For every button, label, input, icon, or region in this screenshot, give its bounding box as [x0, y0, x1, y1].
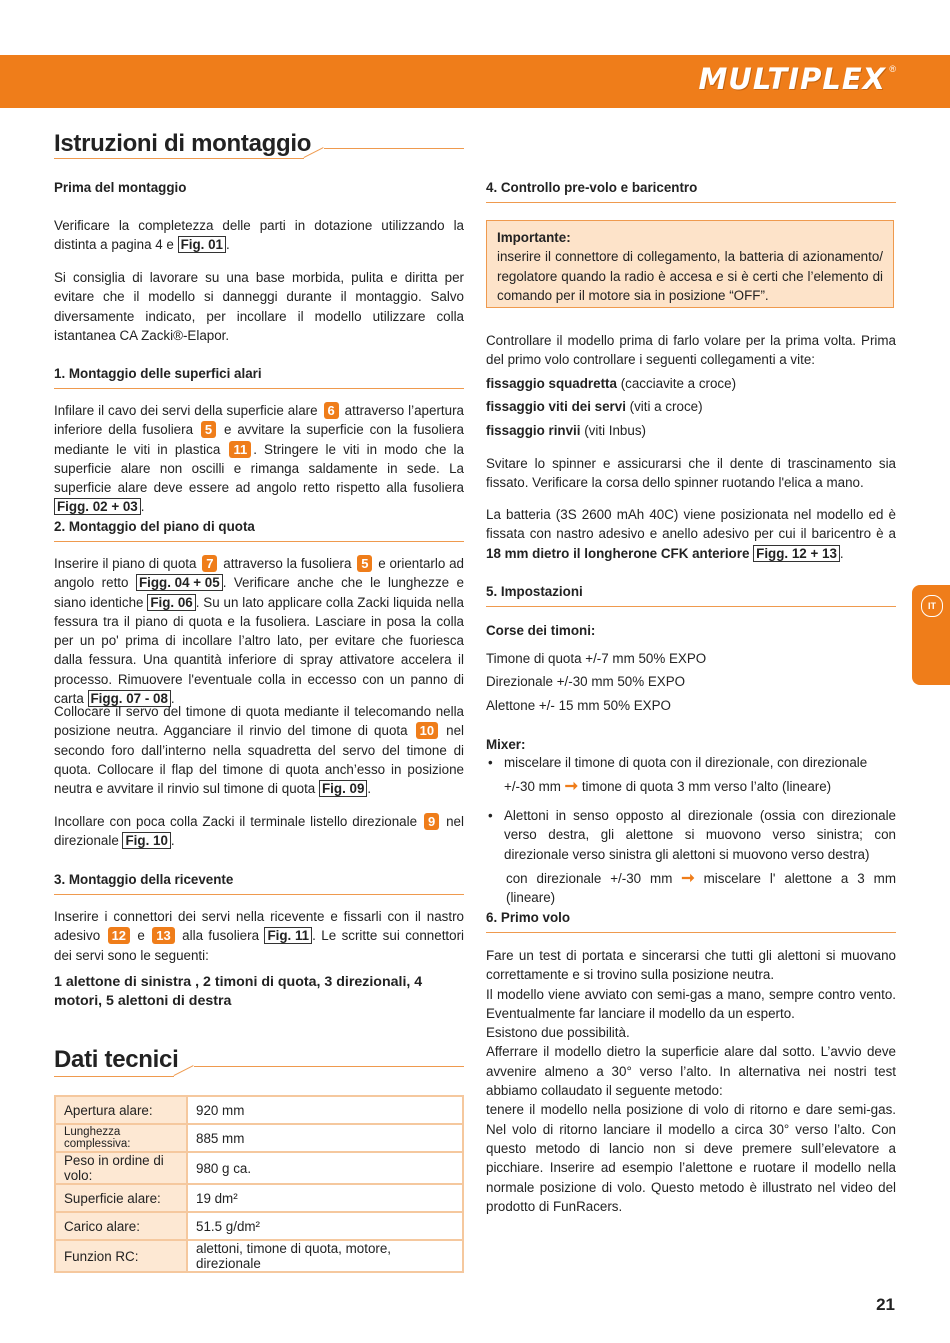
check-item-3-bold: fissaggio rinvii: [486, 423, 581, 438]
section-6-rule: [486, 932, 896, 933]
section-5-rule: [486, 606, 896, 607]
check-item-3-tool: (viti Inbus): [580, 423, 646, 438]
tech-data-title: Dati tecnici: [54, 1046, 179, 1073]
s3-text-b: e: [132, 928, 151, 944]
section-4-paragraph-2: Svitare lo spinner e assicurarsi che il dente di trascinamento sia fissato. Verificare la corsa dello spinner ruotando l'elica a mano.: [486, 456, 896, 491]
part-10-badge: 10: [416, 722, 438, 739]
part-12-badge: 12: [108, 927, 130, 944]
tech-row: [55, 1240, 463, 1272]
mixer-item-1-detail: [504, 777, 831, 796]
tech-row: [55, 1124, 463, 1152]
s1-text-a: Infilare il cavo dei servi della superficie alare: [54, 403, 322, 418]
s2p2-text-a: Collocare il servo del timone di quota mediante il telecomando nella posizione neutra. Agganciare il rinvio del timone di quota: [54, 704, 464, 739]
part-9-badge: 9: [424, 813, 439, 830]
s2-text-e: . Su un lato applicare colla Zacki liquida nella fessura tra il piano di quota e la fusoliera. Lasciare in posa la colla per un po' prima di incollare l’altro lato, per evitare che fuoriesca dalla fessura. Una quantità inferiore di spray attivatore accelera il processo. Rimuovere l'eventuale colla in eccesso con un panno di carta: [54, 594, 464, 707]
mixer-item-1: • miscelare il timone di quota con il direzionale, con direzionale: [486, 753, 896, 772]
mixer-item-2: • Alettoni in senso opposto al direzionale (ossia con direzionale verso destra, gli alettone si muovono verso sinistra; con direzionale verso sinistra gli alettoni si muovono verso destra): [486, 806, 896, 864]
tech-title-underline: [54, 1076, 174, 1077]
important-notice-box: [486, 220, 894, 308]
fig-07-08-ref: Figg. 07 - 08: [88, 690, 171, 707]
mix2-result: miscelare l' alettone a 3 mm (lineare): [506, 871, 896, 906]
arrow-right-icon: ➞: [564, 778, 579, 795]
s2p2-text-b: nel secondo foro dall’interno nella squadretta del servo del timone di quota. Collocare il flap del timone di quota anch’esso in posizione neutra e avvitare il rinvio sul timone di quota: [54, 723, 464, 797]
section-6-heading: 6. Primo volo: [486, 910, 571, 925]
section-4-heading: 4. Controllo pre-volo e baricentro: [486, 180, 698, 195]
mixer-item-2-detail: [506, 869, 896, 908]
tech-label: Peso in ordine di volo:: [55, 1152, 187, 1184]
part-13-badge: 13: [152, 927, 174, 944]
fig-09-ref: Fig. 09: [319, 780, 367, 797]
period: .: [367, 781, 372, 797]
prima-text: Verificare la completezza delle parti in dotazione utilizzando la distinta a pagina 4 e: [54, 218, 464, 253]
section-3-rule: [54, 894, 464, 895]
period: .: [839, 545, 844, 561]
s2-text-d: . Verificare anche che le lunghezze e siano identiche: [54, 575, 464, 610]
check-item-2-bold: fissaggio viti dei servi: [486, 399, 626, 414]
corse-aileron: Alettone +/- 15 mm 50% EXPO: [486, 698, 671, 713]
section-2-heading: 2. Montaggio del piano di quota: [54, 519, 255, 534]
period: .: [170, 833, 175, 849]
section-6-paragraph: Fare un test di portata e sincerarsi che tutti gli alettoni si muovano correttamente e si trovino sulla posizione neutra. Il modello viene avviato con semi-gas a mano, sempre contro vento. Eventualmente far lanciare il modello da un esperto. Esistono due possibilità. Afferrare il modello dietro la superficie alare dal sotto. L’avvio deve avvenire almeno a 30° verso l’alto. In alternativa nei nostri test abbiamo collaudato il seguente metodo: tenere il modello nella posizione di volo di ritorno e dare semi-gas. Nel volo di ritorno lanciare il modello a circa 30° verso l’alto. Con questo metodo di lancio non si deve premere sull’elevatore a picchiare. Inserire ad esempio l’alettone e ruotare il modello nella normale posizione di volo. Questo metodo è illustrato nel video del prodotto di FunRacers.: [486, 948, 896, 1214]
arrow-right-icon: ➞: [681, 870, 695, 887]
prima-paragraph-1: [54, 216, 464, 255]
title-underline: [54, 158, 304, 159]
s2-text-b: attraverso la fusoliera: [219, 556, 356, 571]
part-6-badge: 6: [324, 402, 339, 419]
prima-paragraph-2: Si consiglia di lavorare su una base morbida, pulita e diritta per evitare che il modello si danneggi durante il montaggio. Salvo diversamente indicato, per incollare il modello utilizzare colla istantanea CA Zacki®-Elapor.: [54, 270, 464, 343]
s2p3-text-b: nel direzionale: [54, 814, 464, 849]
servo-channel-list: 1 alettone di sinistra , 2 timoni di quota, 3 direzionali, 4 motori, 5 alettoni di destra: [54, 974, 423, 1010]
s1-text-c: e avvitare la superficie con la fusoliera mediante le viti in plastica: [54, 422, 464, 457]
registered-mark: ®: [889, 64, 896, 74]
section-4-rule: [486, 202, 896, 203]
check-item-2-tool: (viti a croce): [625, 399, 703, 414]
important-title: Importante:: [497, 230, 571, 245]
tech-value: 885 mm: [187, 1124, 463, 1152]
s1-text-b: attraverso l’apertura inferiore della fusoliera: [54, 403, 464, 438]
check-item-3: [486, 421, 646, 440]
period: .: [226, 237, 230, 253]
fig-02-03-ref: Figg. 02 + 03: [54, 498, 141, 515]
fig-04-05-ref: Figg. 04 + 05: [136, 574, 223, 591]
tech-value: 920 mm: [187, 1096, 463, 1124]
part-11-badge: 11: [229, 441, 251, 458]
section-2-paragraph-3: [54, 812, 464, 851]
s4p3-text-a: La batteria (3S 2600 mAh 40C) viene posizionata nel modello ed è fissata con nastro adesivo e anello adesivo per cui il baricentro è a: [486, 507, 896, 542]
mix2-value: con direzionale +/-30 mm: [506, 871, 673, 886]
tech-row: [55, 1096, 463, 1124]
s3-text-a: Inserire i connettori dei servi nella ricevente e fissarli con il nastro adesivo: [54, 909, 464, 944]
fig-11-ref: Fig. 11: [264, 927, 312, 944]
tech-title-underline-tail: [194, 1066, 464, 1067]
section-4-paragraph-1: Controllare il modello prima di farlo volare per la prima volta. Prima del primo volo controllare i seguenti collegamenti a vite:: [486, 333, 896, 368]
page-number: 21: [876, 1295, 895, 1314]
fig-10-ref: Fig. 10: [122, 832, 170, 849]
s2-text-c: e orientarlo ad angolo retto: [54, 556, 464, 591]
section-2-paragraph-1: [54, 554, 464, 708]
fig-12-13-ref: Figg. 12 + 13: [753, 545, 840, 562]
tech-label: Funzion RC:: [55, 1240, 187, 1272]
tech-value: 980 g ca.: [187, 1152, 463, 1184]
tech-value: alettoni, timone di quota, motore, direzionale: [187, 1240, 463, 1272]
tech-row: [55, 1152, 463, 1184]
important-text: inserire il connettore di collegamento, la batteria di azionamento/ regolatore quando la radio è accesa e si è certi che l’elemento di comando per il motore sia in posizione “OFF”.: [497, 249, 883, 303]
cg-position: 18 mm dietro il longherone CFK anteriore: [486, 545, 750, 561]
tech-label: Lunghezza complessiva:: [55, 1124, 187, 1152]
s2-text-a: Inserire il piano di quota: [54, 556, 201, 571]
corse-elevator: Timone di quota +/-7 mm 50% EXPO: [486, 651, 707, 666]
section-2-rule: [54, 541, 464, 542]
s3-text-c: alla fusoliera: [176, 928, 265, 944]
tech-label: Apertura alare:: [55, 1096, 187, 1124]
section-1-paragraph: [54, 401, 464, 517]
mixer-heading: Mixer:: [486, 737, 526, 752]
prima-heading: Prima del montaggio: [54, 180, 187, 195]
tech-data-table: [54, 1095, 464, 1273]
tech-value: 19 dm²: [187, 1184, 463, 1212]
multiplex-logo: MULTIPLEX: [698, 62, 886, 96]
fig-06-ref: Fig. 06: [147, 594, 195, 611]
check-item-2: [486, 397, 703, 416]
part-5-badge: 5: [357, 555, 372, 572]
s2p3-text-a: Incollare con poca colla Zacki il terminale listello direzionale: [54, 814, 422, 829]
mix1-result: timone di quota 3 mm verso l’alto (lineare): [581, 779, 832, 794]
check-item-1: [486, 374, 736, 393]
fig-01-ref: Fig. 01: [178, 236, 226, 253]
language-tab: [912, 585, 950, 685]
mix1-value: +/-30 mm: [504, 779, 561, 794]
corse-rudder: Direzionale +/-30 mm 50% EXPO: [486, 674, 686, 689]
section-1-heading: 1. Montaggio delle superfici alari: [54, 366, 262, 381]
period: .: [170, 691, 175, 707]
section-4-paragraph-3: [486, 505, 896, 563]
part-5-badge: 5: [201, 421, 216, 438]
page-title: Istruzioni di montaggio: [54, 130, 312, 157]
check-item-1-tool: (cacciavite a croce): [616, 376, 737, 391]
corse-heading: Corse dei timoni:: [486, 623, 596, 638]
tech-label: Superficie alare:: [55, 1184, 187, 1212]
period: .: [140, 499, 145, 515]
tech-row: [55, 1212, 463, 1240]
tech-row: [55, 1184, 463, 1212]
title-underline-tail: [324, 148, 464, 149]
tech-value: 51.5 g/dm²: [187, 1212, 463, 1240]
part-7-badge: 7: [202, 555, 217, 572]
section-5-heading: 5. Impostazioni: [486, 584, 583, 599]
section-1-rule: [54, 388, 464, 389]
tech-label: Carico alare:: [55, 1212, 187, 1240]
section-3-paragraph: [54, 907, 464, 965]
s3-text-d: . Le scritte sui connettori dei servi sono le seguenti:: [54, 928, 465, 963]
language-tab-label: IT: [921, 595, 943, 617]
check-item-1-bold: fissaggio squadretta: [486, 376, 617, 391]
section-2-paragraph-2: [54, 702, 464, 798]
section-3-heading: 3. Montaggio della ricevente: [54, 872, 234, 887]
s1-text-d: . Stringere le viti in modo che la superficie alare non oscilli e rimanga saldamente in sede. La superficie alare deve essere ad angolo retto rispetto alla fusoliera: [54, 441, 464, 496]
